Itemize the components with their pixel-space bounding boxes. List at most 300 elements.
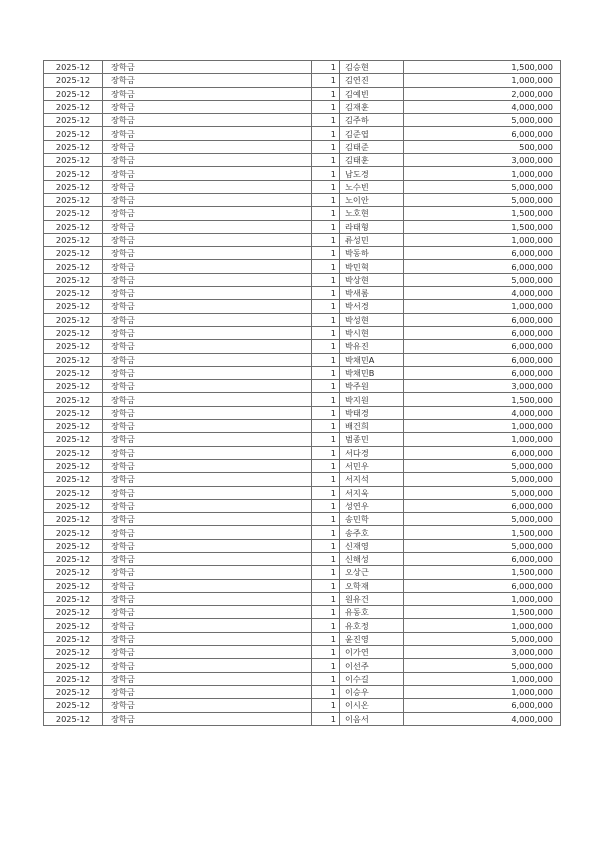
period-cell: 2025-12 <box>44 127 103 140</box>
category-cell: 장학금 <box>103 247 312 260</box>
name-cell: 노수빈 <box>340 180 404 193</box>
count-cell: 1 <box>312 140 340 153</box>
amount-cell: 5,000,000 <box>404 114 561 127</box>
category-cell: 장학금 <box>103 61 312 74</box>
category-cell: 장학금 <box>103 473 312 486</box>
count-cell: 1 <box>312 220 340 233</box>
name-cell: 박채민A <box>340 353 404 366</box>
category-cell: 장학금 <box>103 552 312 565</box>
period-cell: 2025-12 <box>44 326 103 339</box>
name-cell: 박서경 <box>340 300 404 313</box>
category-cell: 장학금 <box>103 167 312 180</box>
table-row <box>44 340 561 353</box>
name-cell: 서지석 <box>340 473 404 486</box>
period-cell: 2025-12 <box>44 566 103 579</box>
name-cell: 박성현 <box>340 313 404 326</box>
period-cell: 2025-12 <box>44 140 103 153</box>
amount-cell: 6,000,000 <box>404 340 561 353</box>
table-row <box>44 499 561 512</box>
table-row <box>44 87 561 100</box>
name-cell: 박상현 <box>340 273 404 286</box>
table-row <box>44 406 561 419</box>
table-row <box>44 513 561 526</box>
period-cell: 2025-12 <box>44 207 103 220</box>
count-cell: 1 <box>312 366 340 379</box>
period-cell: 2025-12 <box>44 220 103 233</box>
period-cell: 2025-12 <box>44 180 103 193</box>
amount-cell: 4,000,000 <box>404 712 561 725</box>
count-cell: 1 <box>312 247 340 260</box>
category-cell: 장학금 <box>103 300 312 313</box>
period-cell: 2025-12 <box>44 340 103 353</box>
name-cell: 송민학 <box>340 513 404 526</box>
category-cell: 장학금 <box>103 606 312 619</box>
amount-cell: 3,000,000 <box>404 154 561 167</box>
count-cell: 1 <box>312 579 340 592</box>
category-cell: 장학금 <box>103 459 312 472</box>
name-cell: 박유진 <box>340 340 404 353</box>
amount-cell: 4,000,000 <box>404 100 561 113</box>
category-cell: 장학금 <box>103 100 312 113</box>
period-cell: 2025-12 <box>44 486 103 499</box>
count-cell: 1 <box>312 486 340 499</box>
period-cell: 2025-12 <box>44 433 103 446</box>
period-cell: 2025-12 <box>44 513 103 526</box>
table-row <box>44 233 561 246</box>
table-row <box>44 273 561 286</box>
amount-cell: 5,000,000 <box>404 273 561 286</box>
period-cell: 2025-12 <box>44 420 103 433</box>
table-row <box>44 446 561 459</box>
name-cell: 서민우 <box>340 459 404 472</box>
category-cell: 장학금 <box>103 233 312 246</box>
count-cell: 1 <box>312 446 340 459</box>
amount-cell: 5,000,000 <box>404 632 561 645</box>
count-cell: 1 <box>312 699 340 712</box>
table-row <box>44 433 561 446</box>
name-cell: 김예빈 <box>340 87 404 100</box>
amount-cell: 5,000,000 <box>404 513 561 526</box>
period-cell: 2025-12 <box>44 260 103 273</box>
amount-cell: 3,000,000 <box>404 380 561 393</box>
period-cell: 2025-12 <box>44 579 103 592</box>
table-row <box>44 619 561 632</box>
count-cell: 1 <box>312 406 340 419</box>
period-cell: 2025-12 <box>44 499 103 512</box>
table-row <box>44 566 561 579</box>
count-cell: 1 <box>312 154 340 167</box>
count-cell: 1 <box>312 380 340 393</box>
count-cell: 1 <box>312 87 340 100</box>
count-cell: 1 <box>312 646 340 659</box>
name-cell: 유호정 <box>340 619 404 632</box>
amount-cell: 5,000,000 <box>404 486 561 499</box>
document-page <box>43 60 561 726</box>
period-cell: 2025-12 <box>44 685 103 698</box>
table-row <box>44 193 561 206</box>
period-cell: 2025-12 <box>44 459 103 472</box>
table-row <box>44 712 561 725</box>
count-cell: 1 <box>312 499 340 512</box>
category-cell: 장학금 <box>103 632 312 645</box>
category-cell: 장학금 <box>103 406 312 419</box>
amount-cell: 6,000,000 <box>404 353 561 366</box>
category-cell: 장학금 <box>103 193 312 206</box>
category-cell: 장학금 <box>103 207 312 220</box>
period-cell: 2025-12 <box>44 672 103 685</box>
period-cell: 2025-12 <box>44 393 103 406</box>
period-cell: 2025-12 <box>44 154 103 167</box>
period-cell: 2025-12 <box>44 406 103 419</box>
table-row <box>44 353 561 366</box>
amount-cell: 1,500,000 <box>404 207 561 220</box>
period-cell: 2025-12 <box>44 699 103 712</box>
name-cell: 박주원 <box>340 380 404 393</box>
table-row <box>44 420 561 433</box>
table-row <box>44 380 561 393</box>
amount-cell: 6,000,000 <box>404 366 561 379</box>
name-cell: 이음서 <box>340 712 404 725</box>
category-cell: 장학금 <box>103 513 312 526</box>
name-cell: 박새롬 <box>340 287 404 300</box>
count-cell: 1 <box>312 180 340 193</box>
period-cell: 2025-12 <box>44 366 103 379</box>
count-cell: 1 <box>312 273 340 286</box>
count-cell: 1 <box>312 632 340 645</box>
table-row <box>44 539 561 552</box>
name-cell: 오학재 <box>340 579 404 592</box>
category-cell: 장학금 <box>103 313 312 326</box>
category-cell: 장학금 <box>103 366 312 379</box>
category-cell: 장학금 <box>103 220 312 233</box>
table-row <box>44 632 561 645</box>
count-cell: 1 <box>312 566 340 579</box>
count-cell: 1 <box>312 539 340 552</box>
amount-cell: 1,000,000 <box>404 233 561 246</box>
category-cell: 장학금 <box>103 74 312 87</box>
table-row <box>44 685 561 698</box>
period-cell: 2025-12 <box>44 313 103 326</box>
category-cell: 장학금 <box>103 699 312 712</box>
count-cell: 1 <box>312 193 340 206</box>
table-row <box>44 552 561 565</box>
category-cell: 장학금 <box>103 712 312 725</box>
name-cell: 유동호 <box>340 606 404 619</box>
category-cell: 장학금 <box>103 646 312 659</box>
count-cell: 1 <box>312 672 340 685</box>
table-row <box>44 220 561 233</box>
amount-cell: 6,000,000 <box>404 247 561 260</box>
name-cell: 김재훈 <box>340 100 404 113</box>
category-cell: 장학금 <box>103 154 312 167</box>
category-cell: 장학금 <box>103 433 312 446</box>
count-cell: 1 <box>312 233 340 246</box>
name-cell: 오상근 <box>340 566 404 579</box>
name-cell: 이가연 <box>340 646 404 659</box>
amount-cell: 1,500,000 <box>404 526 561 539</box>
table-row <box>44 393 561 406</box>
table-row <box>44 699 561 712</box>
table-row <box>44 579 561 592</box>
period-cell: 2025-12 <box>44 539 103 552</box>
amount-cell: 5,000,000 <box>404 539 561 552</box>
amount-cell: 1,000,000 <box>404 672 561 685</box>
amount-cell: 2,000,000 <box>404 87 561 100</box>
period-cell: 2025-12 <box>44 114 103 127</box>
count-cell: 1 <box>312 712 340 725</box>
name-cell: 송주호 <box>340 526 404 539</box>
period-cell: 2025-12 <box>44 592 103 605</box>
count-cell: 1 <box>312 433 340 446</box>
table-row <box>44 300 561 313</box>
table-row <box>44 247 561 260</box>
name-cell: 노호현 <box>340 207 404 220</box>
category-cell: 장학금 <box>103 539 312 552</box>
name-cell: 남도경 <box>340 167 404 180</box>
period-cell: 2025-12 <box>44 193 103 206</box>
amount-cell: 6,000,000 <box>404 579 561 592</box>
count-cell: 1 <box>312 74 340 87</box>
period-cell: 2025-12 <box>44 659 103 672</box>
count-cell: 1 <box>312 114 340 127</box>
count-cell: 1 <box>312 100 340 113</box>
period-cell: 2025-12 <box>44 380 103 393</box>
amount-cell: 3,000,000 <box>404 646 561 659</box>
period-cell: 2025-12 <box>44 247 103 260</box>
count-cell: 1 <box>312 287 340 300</box>
scholarship-table <box>43 60 561 726</box>
period-cell: 2025-12 <box>44 273 103 286</box>
name-cell: 이선주 <box>340 659 404 672</box>
name-cell: 박시현 <box>340 326 404 339</box>
name-cell: 이승우 <box>340 685 404 698</box>
table-row <box>44 140 561 153</box>
count-cell: 1 <box>312 300 340 313</box>
name-cell: 김준엽 <box>340 127 404 140</box>
table-row <box>44 672 561 685</box>
amount-cell: 5,000,000 <box>404 659 561 672</box>
name-cell: 박채민B <box>340 366 404 379</box>
name-cell: 윤진영 <box>340 632 404 645</box>
count-cell: 1 <box>312 326 340 339</box>
period-cell: 2025-12 <box>44 473 103 486</box>
count-cell: 1 <box>312 207 340 220</box>
name-cell: 성연우 <box>340 499 404 512</box>
category-cell: 장학금 <box>103 672 312 685</box>
count-cell: 1 <box>312 459 340 472</box>
amount-cell: 6,000,000 <box>404 313 561 326</box>
table-row <box>44 659 561 672</box>
category-cell: 장학금 <box>103 446 312 459</box>
category-cell: 장학금 <box>103 87 312 100</box>
name-cell: 류성민 <box>340 233 404 246</box>
table-body <box>44 61 561 726</box>
category-cell: 장학금 <box>103 486 312 499</box>
category-cell: 장학금 <box>103 592 312 605</box>
count-cell: 1 <box>312 127 340 140</box>
table-row <box>44 74 561 87</box>
table-row <box>44 167 561 180</box>
amount-cell: 1,000,000 <box>404 592 561 605</box>
period-cell: 2025-12 <box>44 100 103 113</box>
table-row <box>44 100 561 113</box>
amount-cell: 6,000,000 <box>404 499 561 512</box>
category-cell: 장학금 <box>103 127 312 140</box>
amount-cell: 1,500,000 <box>404 61 561 74</box>
category-cell: 장학금 <box>103 114 312 127</box>
table-row <box>44 287 561 300</box>
period-cell: 2025-12 <box>44 526 103 539</box>
category-cell: 장학금 <box>103 579 312 592</box>
period-cell: 2025-12 <box>44 619 103 632</box>
amount-cell: 5,000,000 <box>404 193 561 206</box>
category-cell: 장학금 <box>103 393 312 406</box>
amount-cell: 1,000,000 <box>404 167 561 180</box>
table-row <box>44 459 561 472</box>
count-cell: 1 <box>312 260 340 273</box>
count-cell: 1 <box>312 659 340 672</box>
category-cell: 장학금 <box>103 287 312 300</box>
period-cell: 2025-12 <box>44 61 103 74</box>
amount-cell: 1,500,000 <box>404 606 561 619</box>
name-cell: 박태경 <box>340 406 404 419</box>
amount-cell: 5,000,000 <box>404 473 561 486</box>
count-cell: 1 <box>312 61 340 74</box>
count-cell: 1 <box>312 619 340 632</box>
count-cell: 1 <box>312 340 340 353</box>
table-row <box>44 207 561 220</box>
name-cell: 신해성 <box>340 552 404 565</box>
name-cell: 신재영 <box>340 539 404 552</box>
category-cell: 장학금 <box>103 353 312 366</box>
period-cell: 2025-12 <box>44 632 103 645</box>
table-row <box>44 592 561 605</box>
name-cell: 서다경 <box>340 446 404 459</box>
category-cell: 장학금 <box>103 340 312 353</box>
name-cell: 김연진 <box>340 74 404 87</box>
table-row <box>44 114 561 127</box>
count-cell: 1 <box>312 167 340 180</box>
category-cell: 장학금 <box>103 140 312 153</box>
name-cell: 이시온 <box>340 699 404 712</box>
category-cell: 장학금 <box>103 380 312 393</box>
name-cell: 이수길 <box>340 672 404 685</box>
name-cell: 김태훈 <box>340 154 404 167</box>
name-cell: 범종민 <box>340 433 404 446</box>
count-cell: 1 <box>312 313 340 326</box>
amount-cell: 6,000,000 <box>404 326 561 339</box>
count-cell: 1 <box>312 420 340 433</box>
category-cell: 장학금 <box>103 420 312 433</box>
amount-cell: 1,000,000 <box>404 685 561 698</box>
table-row <box>44 326 561 339</box>
category-cell: 장학금 <box>103 180 312 193</box>
table-row <box>44 606 561 619</box>
name-cell: 원유건 <box>340 592 404 605</box>
name-cell: 라태형 <box>340 220 404 233</box>
table-row <box>44 473 561 486</box>
period-cell: 2025-12 <box>44 287 103 300</box>
period-cell: 2025-12 <box>44 233 103 246</box>
count-cell: 1 <box>312 685 340 698</box>
table-row <box>44 180 561 193</box>
category-cell: 장학금 <box>103 659 312 672</box>
count-cell: 1 <box>312 513 340 526</box>
category-cell: 장학금 <box>103 526 312 539</box>
category-cell: 장학금 <box>103 566 312 579</box>
table-row <box>44 366 561 379</box>
count-cell: 1 <box>312 353 340 366</box>
count-cell: 1 <box>312 526 340 539</box>
amount-cell: 1,500,000 <box>404 393 561 406</box>
category-cell: 장학금 <box>103 326 312 339</box>
amount-cell: 6,000,000 <box>404 260 561 273</box>
period-cell: 2025-12 <box>44 606 103 619</box>
table-row <box>44 260 561 273</box>
table-row <box>44 154 561 167</box>
period-cell: 2025-12 <box>44 712 103 725</box>
period-cell: 2025-12 <box>44 646 103 659</box>
amount-cell: 6,000,000 <box>404 699 561 712</box>
name-cell: 노이안 <box>340 193 404 206</box>
count-cell: 1 <box>312 592 340 605</box>
category-cell: 장학금 <box>103 685 312 698</box>
amount-cell: 1,000,000 <box>404 74 561 87</box>
period-cell: 2025-12 <box>44 446 103 459</box>
amount-cell: 4,000,000 <box>404 287 561 300</box>
table-row <box>44 646 561 659</box>
period-cell: 2025-12 <box>44 74 103 87</box>
name-cell: 박민혁 <box>340 260 404 273</box>
category-cell: 장학금 <box>103 499 312 512</box>
table-row <box>44 486 561 499</box>
count-cell: 1 <box>312 552 340 565</box>
amount-cell: 6,000,000 <box>404 127 561 140</box>
amount-cell: 1,000,000 <box>404 619 561 632</box>
table-row <box>44 61 561 74</box>
count-cell: 1 <box>312 393 340 406</box>
amount-cell: 1,000,000 <box>404 433 561 446</box>
name-cell: 김승현 <box>340 61 404 74</box>
period-cell: 2025-12 <box>44 87 103 100</box>
name-cell: 박동하 <box>340 247 404 260</box>
category-cell: 장학금 <box>103 273 312 286</box>
name-cell: 김주하 <box>340 114 404 127</box>
name-cell: 배건희 <box>340 420 404 433</box>
amount-cell: 4,000,000 <box>404 406 561 419</box>
amount-cell: 5,000,000 <box>404 459 561 472</box>
amount-cell: 1,500,000 <box>404 220 561 233</box>
table-row <box>44 313 561 326</box>
amount-cell: 5,000,000 <box>404 180 561 193</box>
amount-cell: 6,000,000 <box>404 446 561 459</box>
category-cell: 장학금 <box>103 260 312 273</box>
period-cell: 2025-12 <box>44 552 103 565</box>
amount-cell: 1,500,000 <box>404 566 561 579</box>
count-cell: 1 <box>312 473 340 486</box>
period-cell: 2025-12 <box>44 300 103 313</box>
category-cell: 장학금 <box>103 619 312 632</box>
name-cell: 김태준 <box>340 140 404 153</box>
name-cell: 서지욱 <box>340 486 404 499</box>
amount-cell: 1,000,000 <box>404 300 561 313</box>
table-row <box>44 127 561 140</box>
period-cell: 2025-12 <box>44 353 103 366</box>
amount-cell: 1,000,000 <box>404 420 561 433</box>
amount-cell: 6,000,000 <box>404 552 561 565</box>
name-cell: 박지원 <box>340 393 404 406</box>
count-cell: 1 <box>312 606 340 619</box>
